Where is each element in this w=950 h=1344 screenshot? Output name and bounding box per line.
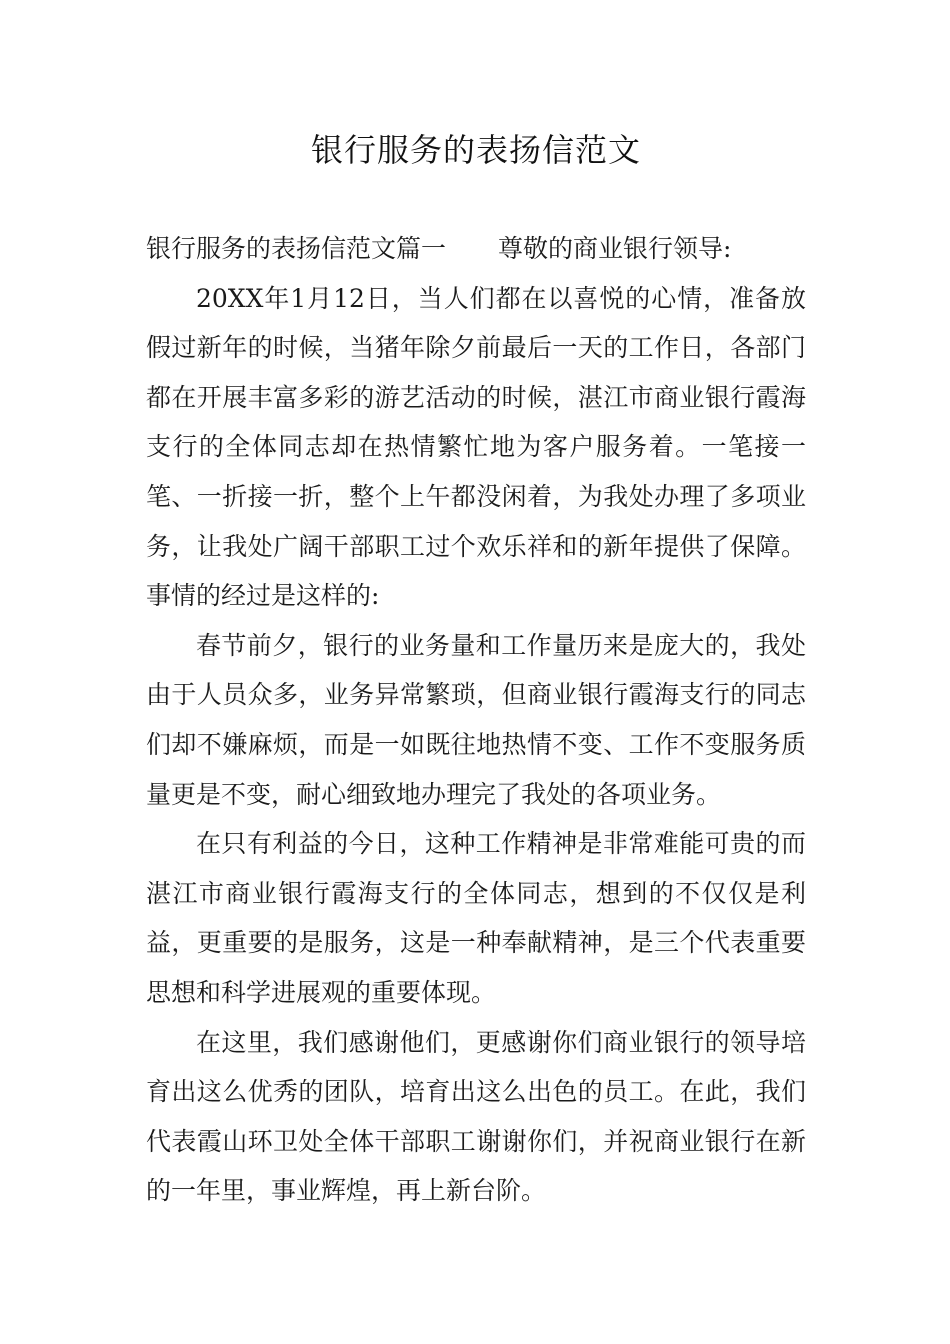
paragraph-4: 在这里，我们感谢他们，更感谢你们商业银行的领导培育出这么优秀的团队，培育出这么出色的员工。在此，我们代表霞山环卫处全体干部职工谢谢你们，并祝商业银行在新的一年里，事业辉煌，再上新台阶。 [146,1027,806,1206]
document-body [146,224,806,1216]
paragraph-1: 20XX年1月12日，当人们都在以喜悦的心情，准备放假过新年的时候，当猪年除夕前最后一天的工作日，各部门都在开展丰富多彩的游艺活动的时候，湛江市商业银行霞海支行的全体同志却在热情繁忙地为客户服务着。一笔接一笔、一折接一折，整个上午都没闲着，为我处办理了多项业务，让我处广阔干部职工过个欢乐祥和的新年提供了保障。事情的经过是这样的: [146,283,806,611]
paragraph-2: 春节前夕，银行的业务量和工作量历来是庞大的，我处由于人员众多，业务异常繁琐，但商业银行霞海支行的同志们却不嫌麻烦，而是一如既往地热情不变、工作不变服务质量更是不变，耐心细致地办理完了我处的各项业务。 [146,630,806,809]
salutation-line [146,224,806,274]
paragraph-3: 在只有利益的今日，这种工作精神是非常难能可贵的而湛江市商业银行霞海支行的全体同志，想到的不仅仅是利益，更重要的是服务，这是一种奉献精神，是三个代表重要思想和科学进展观的重要体现。 [146,829,806,1007]
section-heading: 银行服务的表扬信范文篇一 [146,234,447,263]
document-title: 银行服务的表扬信范文 [310,131,641,169]
salutation: 尊敬的商业银行领导: [498,234,732,263]
